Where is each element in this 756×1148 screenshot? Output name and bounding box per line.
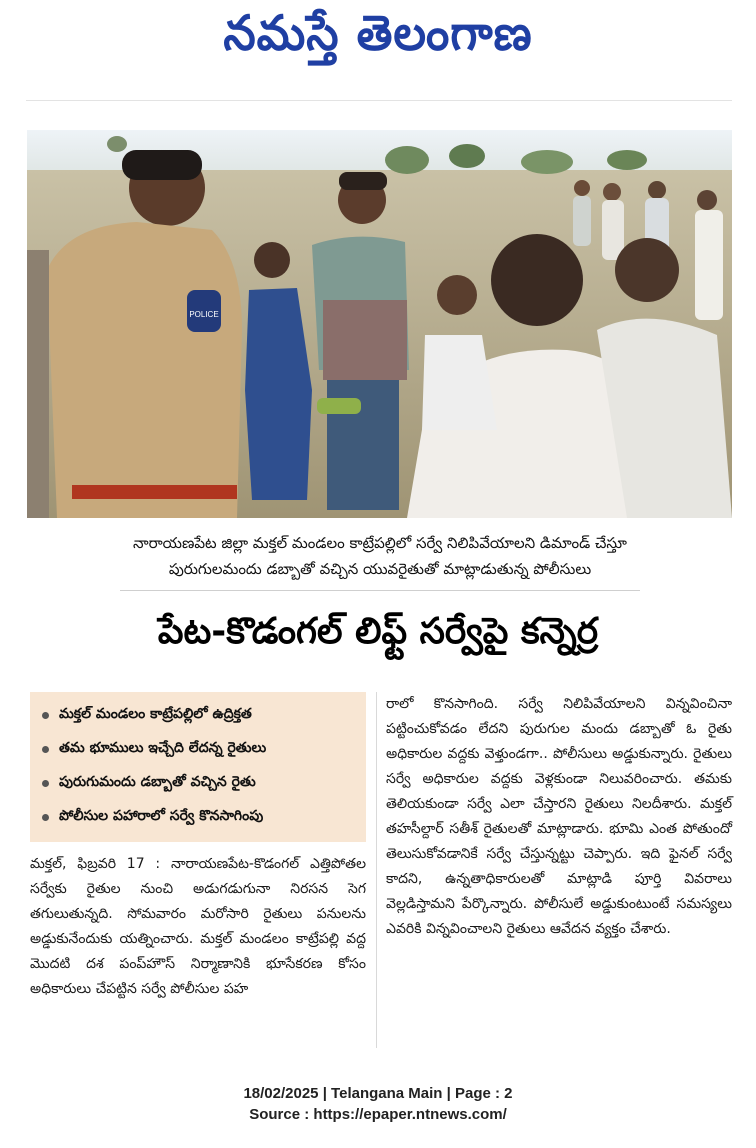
caption-divider [120, 590, 640, 591]
footer-source: Source : https://epaper.ntnews.com/ [249, 1106, 507, 1123]
footer-edition-info: 18/02/2025 | Telangana Main | Page : 2 [243, 1085, 513, 1102]
masthead [0, 0, 756, 78]
highlight-item [38, 766, 358, 800]
caption-line-2: పురుగులమందు డబ్బాతో వచ్చిన యువరైతుతో మాట్లాడుతున్న పోలీసులు [168, 560, 592, 578]
bullet-icon [42, 814, 49, 821]
highlight-item [38, 698, 358, 732]
photo-caption [30, 530, 730, 582]
page-footer [0, 1083, 756, 1125]
bullet-icon [42, 712, 49, 719]
photo-illustration [27, 130, 732, 518]
bullet-icon [42, 780, 49, 787]
article-column-left [30, 852, 366, 1002]
article-text-left: మక్తల్, ఫిబ్రవరి 17 : నారాయణపేట-కొడంగల్ ఎత్తిపోతల సర్వేకు రైతుల నుంచి అడుగడుగునా నిరసన సెగ తగులుతున్నది. సోమవారం మరోసారి రైతులు పనులను అడ్డుకునేందుకు యత్నించారు. మక్తల్ మండలం కాట్రేపల్లి వద్ద మొదటి దశ పంప్‌హౌస్ నిర్మాణానికి భూసేకరణ కోసం అధికారులు చేపట్టిన సర్వే పోలీసుల పహ [30, 856, 366, 997]
column-divider [376, 692, 377, 1048]
caption-line-1: నారాయణపేట జిల్లా మక్తల్ మండలం కాట్రేపల్లిలో సర్వే నిలిపివేయాలని డిమాండ్ చేస్తూ [133, 534, 627, 552]
highlight-text: తమ భూములు ఇచ్చేది లేదన్న రైతులు [59, 739, 267, 756]
highlights-box [30, 692, 366, 842]
highlight-item [38, 732, 358, 766]
masthead-divider [26, 100, 732, 101]
bullet-icon [42, 746, 49, 753]
police-badge-text: POLICE [189, 310, 219, 319]
headline: పేట-కొడంగల్ లిఫ్ట్ సర్వేపై కన్నెర్ర [157, 611, 599, 652]
highlight-text: పురుగుమందు డబ్బాతో వచ్చిన రైతు [59, 773, 256, 790]
highlight-text: పోలీసుల పహారాలో సర్వే కొనసాగింపు [59, 807, 264, 824]
highlight-item [38, 800, 358, 834]
highlight-text: మక్తల్ మండలం కాట్రేపల్లిలో ఉద్రిక్తత [59, 705, 252, 722]
article-column-right [386, 692, 732, 942]
article-text-right: రాలో కొనసాగింది. సర్వే నిలిపివేయాలని విన్నవించినా పట్టించుకోవడం లేదని పురుగుల మందు డబ్బాతో ఓ రైతు అధికారుల వద్దకు వెళ్తుండగా.. పోలీసులు అడ్డుకున్నారు. రైతులు సర్వే అధికారుల వద్దకు వెళ్లకుండా నిలువరించారు. తమకు తెలియకుండా సర్వే ఎలా చేస్తారని రైతులు నిలదీశారు. మక్తల్ తహసీల్దార్ సతీశ్ రైతులతో మాట్లాడారు. భూమి ఎంత పోతుందో తెలుసుకోవడానికే సర్వే చేస్తున్నట్టు చెప్పారు. ఇది ఫైనల్ సర్వే కాదని, ఉన్నతాధికారులతో మాట్లాడి పూర్తి వివరాలు వెల్లడిస్తామని పేర్కొన్నారు. పోలీసులే అడ్డుకుంటుంటే సమస్యలు ఎవరికి విన్నవించాలని రైతులు ఆవేదన వ్యక్తం చేశారు. [386, 696, 732, 937]
news-photo [27, 130, 732, 518]
newspaper-title: నమస్తే తెలంగాణ [223, 4, 533, 62]
